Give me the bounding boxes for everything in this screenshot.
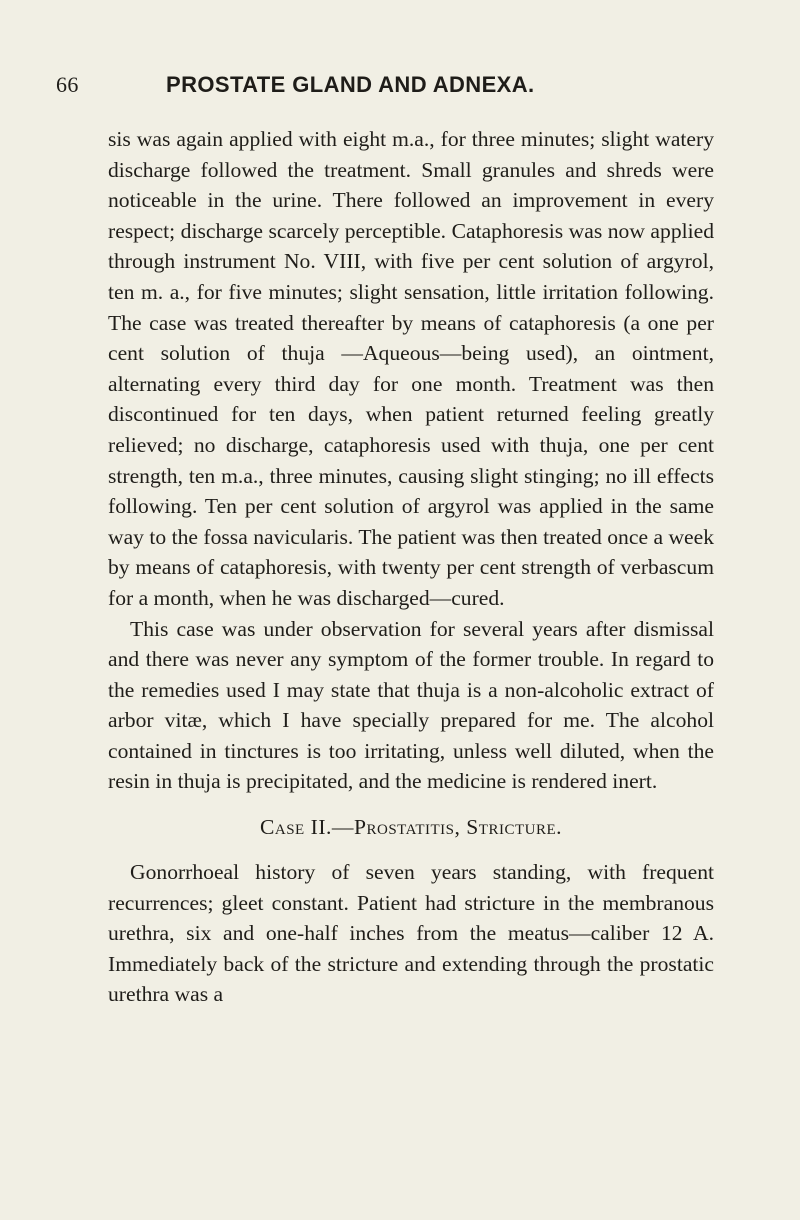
running-head: [56, 72, 714, 108]
case-heading: Case II.—Prostatitis, Stricture.: [259, 815, 563, 840]
paragraph-case-two: Gonorrhoeal history of seven years standing, with frequent recurrences; gleet constant. Patient had stricture in the membranous urethra, six and one-half inches from the meatus—caliber 12 A. Immediately back of the stricture and extending through the prostatic urethra was a: [108, 860, 714, 1007]
body-text: [108, 124, 714, 1010]
running-title: PROSTATE GLAND AND ADNEXA.: [166, 72, 535, 97]
paragraph-continued: sis was again applied with eight m.a., for three minutes; slight watery discharge followed the treatment. Small granules and shreds were noticeable in the urine. There followed an improvement in every respect; discharge scarcely perceptible. Cataphoresis was now applied through instrument No. VIII, with five per cent solution of argyrol, ten m. a., for five minutes; slight sensation, little irritation following. The case was treated thereafter by means of cataphoresis (a one per cent solution of thuja —Aqueous—being used), an ointment, alternating every third day for one month. Treatment was then discontinued for ten days, when patient returned feeling greatly relieved; no discharge, cataphoresis used with thuja, one per cent strength, ten m.a., three minutes, causing slight stinging; no ill effects following. Ten per cent solution of argyrol was applied in the same way to the fossa navicularis. The patient was then treated once a week by means of cataphoresis, with twenty per cent strength of verbascum for a month, when he was discharged—cured.: [108, 127, 714, 610]
page-number: 66: [56, 72, 79, 97]
paragraph-observation: This case was under observation for several years after dismissal and there was never any symptom of the former trouble. In regard to the remedies used I may state that thuja is a non-alcoholic extract of arbor vitæ, which I have specially prepared for me. The alcohol contained in tinctures is too irritating, unless well diluted, when the resin in thuja is precipitated, and the medicine is rendered inert.: [108, 616, 714, 794]
